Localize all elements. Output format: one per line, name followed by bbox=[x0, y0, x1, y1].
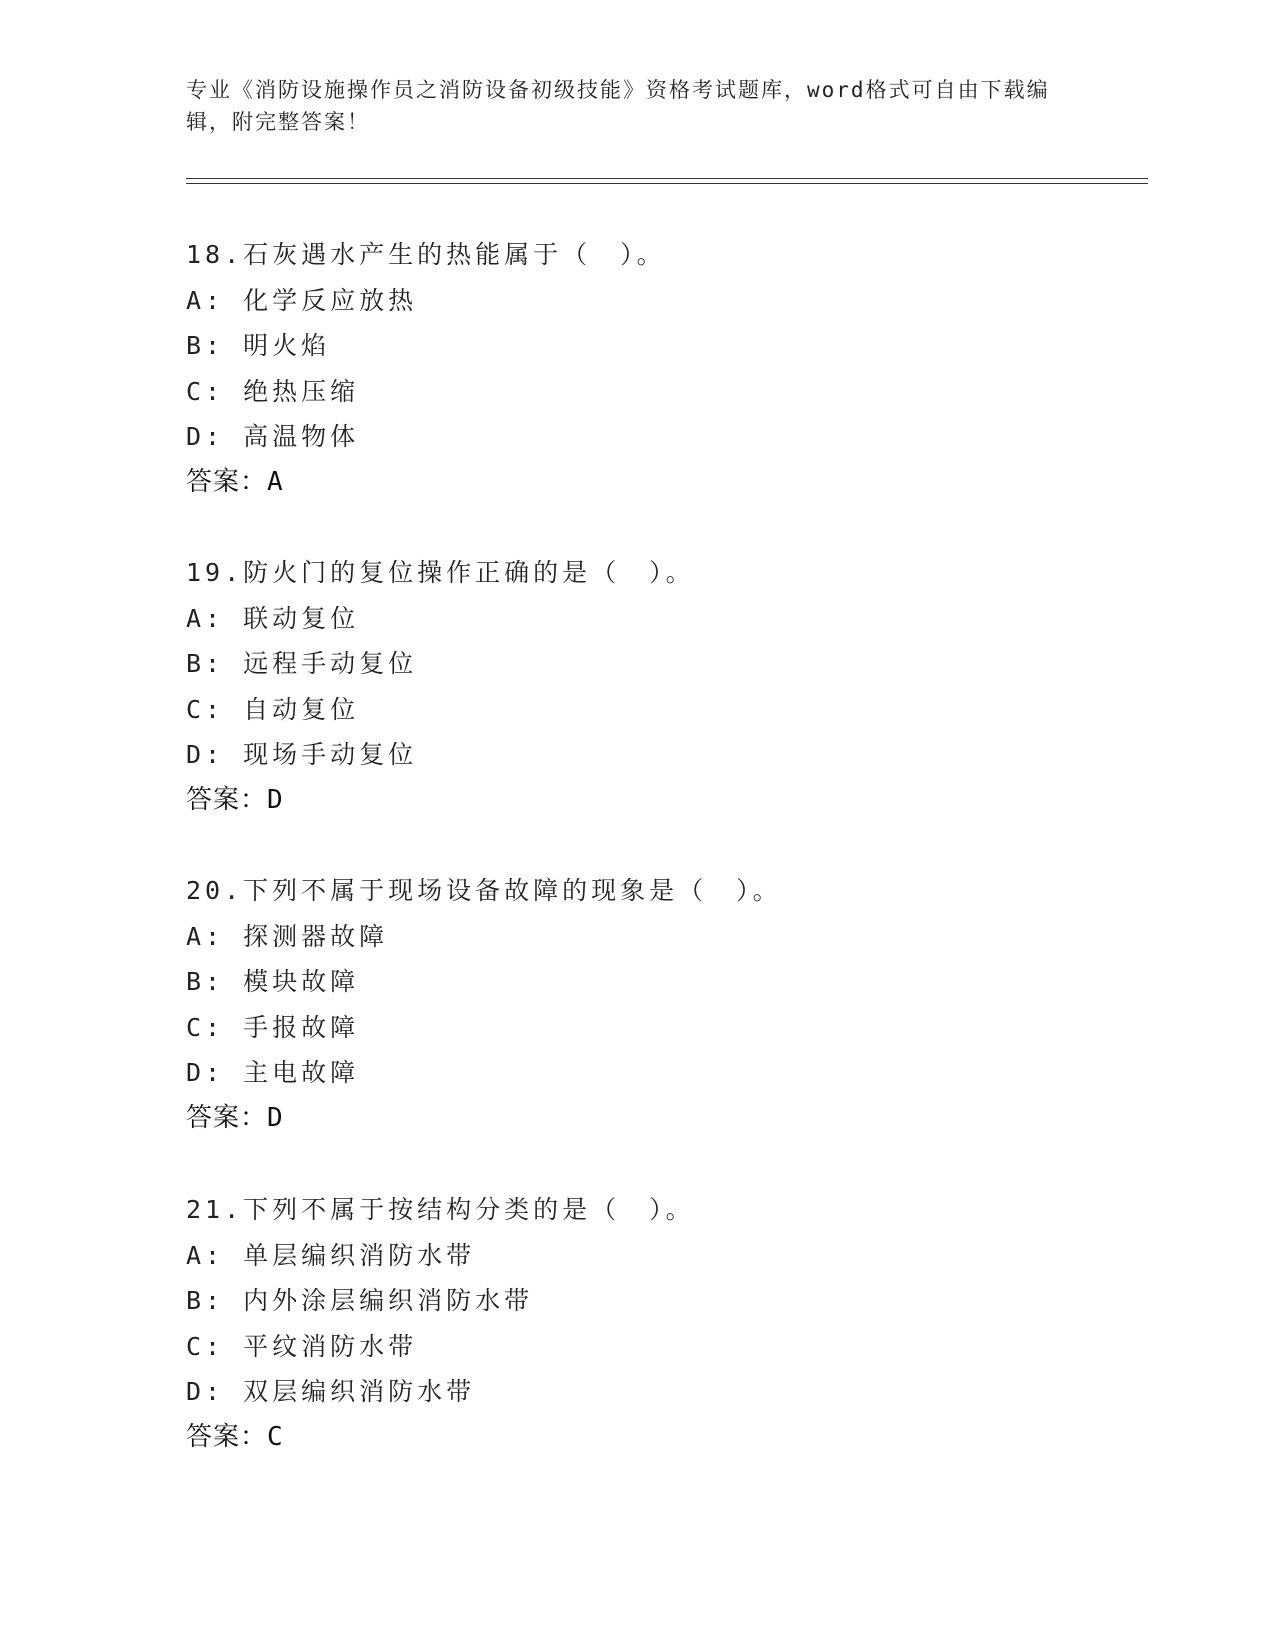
question-19 bbox=[186, 550, 1186, 823]
answer-label: 答案： bbox=[186, 1421, 268, 1452]
answer-value: D bbox=[267, 784, 284, 815]
answer-line bbox=[186, 460, 1186, 506]
question-18 bbox=[186, 232, 1186, 505]
option-b: B: 远程手动复位 bbox=[186, 649, 418, 678]
answer-line bbox=[186, 778, 1186, 824]
question-20 bbox=[186, 868, 1186, 1141]
option-d: D: 高温物体 bbox=[186, 422, 360, 451]
option-a: A: 化学反应放热 bbox=[186, 285, 418, 315]
answer-line bbox=[186, 1096, 1186, 1142]
question-stem: 20.下列不属于现场设备故障的现象是（ ）。 bbox=[186, 876, 782, 905]
question-stem: 19.防火门的复位操作正确的是（ ）。 bbox=[186, 558, 695, 587]
option-a: A: 单层编织消防水带 bbox=[186, 1240, 476, 1270]
option-a: A: 联动复位 bbox=[186, 603, 360, 633]
question-21 bbox=[186, 1187, 1186, 1460]
answer-label: 答案： bbox=[186, 466, 268, 497]
question-stem: 18.石灰遇水产生的热能属于（ ）。 bbox=[186, 240, 666, 269]
option-b: B: 明火焰 bbox=[186, 331, 331, 360]
answer-label: 答案： bbox=[186, 1102, 268, 1133]
option-c: C: 平纹消防水带 bbox=[186, 1331, 418, 1361]
answer-value: A bbox=[267, 466, 284, 497]
question-stem: 21.下列不属于按结构分类的是（ ）。 bbox=[186, 1195, 695, 1224]
option-c: C: 自动复位 bbox=[186, 694, 360, 724]
answer-value: D bbox=[267, 1102, 284, 1133]
answer-line bbox=[186, 1415, 1186, 1461]
option-b: B: 模块故障 bbox=[186, 967, 360, 996]
option-d: D: 现场手动复位 bbox=[186, 740, 418, 769]
answer-label: 答案： bbox=[186, 784, 268, 815]
option-c: C: 绝热压缩 bbox=[186, 376, 360, 406]
option-b: B: 内外涂层编织消防水带 bbox=[186, 1286, 534, 1315]
option-c: C: 手报故障 bbox=[186, 1012, 360, 1042]
header-divider-top bbox=[186, 178, 1148, 179]
option-d: D: 主电故障 bbox=[186, 1058, 360, 1087]
option-d: D: 双层编织消防水带 bbox=[186, 1377, 476, 1406]
option-a: A: 探测器故障 bbox=[186, 921, 389, 951]
header-divider-bottom bbox=[186, 183, 1148, 184]
document-intro: 专业《消防设施操作员之消防设备初级技能》资格考试题库，word格式可自由下载编辑，附完整答案！ bbox=[186, 78, 1050, 134]
answer-value: C bbox=[267, 1421, 284, 1452]
